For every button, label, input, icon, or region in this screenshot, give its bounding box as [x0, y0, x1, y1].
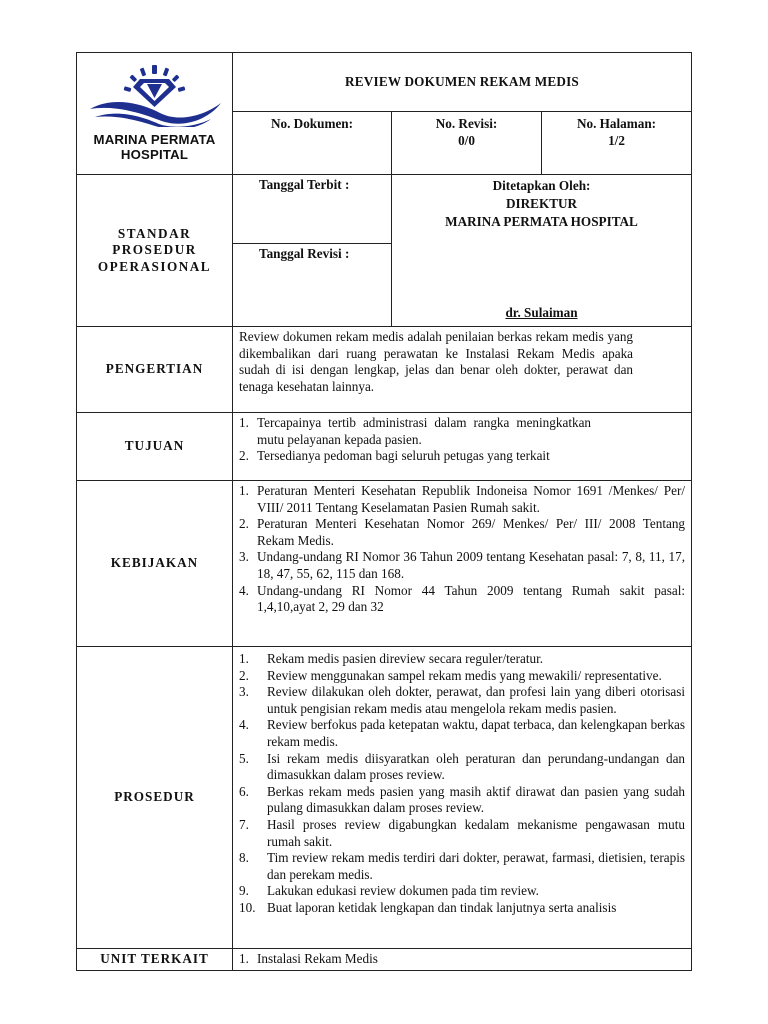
- list-item-number: 3.: [239, 684, 249, 700]
- list-item-number: 10.: [239, 899, 256, 915]
- list-item: [239, 951, 685, 968]
- list-item-number: 4.: [239, 582, 249, 598]
- list-item: [239, 651, 685, 668]
- list-item: [239, 583, 685, 616]
- list-item-text: Review menggunakan sampel rekam medis yang mewakili/ representative.: [267, 667, 662, 683]
- list-item-number: 1.: [239, 415, 249, 430]
- list-item-number: 8.: [239, 850, 249, 866]
- no-revisi-cell: [392, 112, 542, 175]
- list-item-text: Peraturan Menteri Kesehatan Republik Indoneisa Nomor 1691 /Menkes/ Per/ VIII/ 2011 Tentang Keselamatan Pasien Rumah sakit.: [257, 483, 686, 515]
- list-item-number: 2.: [239, 667, 249, 683]
- kebijakan-content: [233, 481, 692, 647]
- doctor-signature-name: dr. Sulaiman: [505, 305, 578, 321]
- list-item-text: Instalasi Rekam Medis: [257, 951, 378, 966]
- hospital-logo-cell: [77, 53, 233, 175]
- list-item-number: 2.: [239, 516, 249, 532]
- sop-label-line3: OPERASIONAL: [97, 258, 212, 274]
- direktur-label: DIREKTUR: [505, 196, 578, 211]
- prosedur-label: PROSEDUR: [77, 647, 233, 949]
- ditetapkan-label: Ditetapkan Oleh:: [492, 178, 591, 193]
- list-item-number: 4.: [239, 717, 249, 733]
- list-item-text: Review berfokus pada ketepatan waktu, dapat terbaca, dan kelengkapan berkas rekam medis.: [267, 717, 686, 749]
- list-item-text: Tercapainya tertib administrasi dalam rangka meningkatkan mutu pelayanan kepada pasien.: [257, 415, 592, 447]
- list-item-text: Hasil proses review digabungkan kedalam mekanisme pengawasan mutu rumah sakit.: [267, 816, 686, 849]
- pengertian-text: Review dokumen rekam medis adalah penilaian berkas rekam medis yang dikembalikan dari ruang perawatan ke Instalasi Rekam Medis apaka sudah di isi dengan lengkap, jelas dan benar oleh dokter, perawat dan tenaga kesehatan lainnya.: [233, 327, 692, 413]
- tanggal-revisi-label: Tanggal Revisi :: [233, 244, 392, 327]
- no-halaman-value: 1/2: [608, 132, 625, 148]
- list-item: [239, 684, 685, 717]
- list-item-number: 7.: [239, 816, 249, 832]
- list-item: [239, 717, 685, 750]
- list-item-number: 5.: [239, 750, 249, 766]
- list-item-number: 1.: [239, 951, 249, 966]
- list-item-number: 2.: [239, 448, 249, 464]
- list-item-text: Tersedianya pedoman bagi seluruh petugas yang terkait: [257, 448, 550, 464]
- prosedur-list: [239, 651, 685, 917]
- sop-label-line1: STANDAR: [117, 225, 192, 241]
- no-revisi-value: 0/0: [458, 132, 475, 148]
- unit-terkait-label: UNIT TERKAIT: [77, 949, 233, 971]
- list-item-text: Peraturan Menteri Kesehatan Nomor 269/ Menkes/ Per/ III/ 2008 Tentang Rekam Medis.: [257, 516, 686, 548]
- list-item-text: Isi rekam medis diisyaratkan oleh peraturan dan perundang-undangan dan dimasukkan dalam proses review.: [267, 750, 686, 783]
- list-item-text: Tim review rekam medis terdiri dari dokter, perawat, farmasi, dietisien, terapis dan perekam medis.: [267, 850, 686, 882]
- list-item-text: Undang-undang RI Nomor 44 Tahun 2009 tentang Rumah sakit pasal: 1,4,10,ayat 2, 29 dan 32: [257, 582, 686, 615]
- list-item: [239, 549, 685, 582]
- kebijakan-list: [239, 483, 685, 616]
- tujuan-content: [233, 413, 692, 481]
- no-dokumen-label: No. Dokumen:: [270, 116, 354, 131]
- tujuan-list: [239, 415, 591, 465]
- list-item: [239, 900, 685, 917]
- logo-line1: MARINA PERMATA: [93, 131, 216, 147]
- approval-cell: [392, 175, 692, 327]
- sop-label-cell: [77, 175, 233, 327]
- list-item-text: Review dilakukan oleh dokter, perawat, dan profesi lain yang diberi otorisasi untuk pengisian rekam medis atau mengelola rekam medis pasien.: [267, 684, 686, 716]
- no-revisi-label: No. Revisi:: [435, 116, 498, 131]
- list-item: [239, 415, 591, 448]
- hospital-logo-text: [77, 132, 232, 162]
- list-item-text: Rekam medis pasien direview secara reguler/teratur.: [267, 651, 544, 666]
- sop-document: [76, 52, 691, 967]
- no-dokumen-cell: [233, 112, 392, 175]
- list-item: [239, 483, 685, 516]
- list-item: [239, 751, 685, 784]
- hospital-name: MARINA PERMATA HOSPITAL: [445, 214, 638, 229]
- hospital-logo-icon: [85, 65, 225, 127]
- unit-terkait-content: [233, 949, 692, 971]
- list-item: [239, 784, 685, 817]
- pengertian-label: PENGERTIAN: [77, 327, 233, 413]
- kebijakan-label: KEBIJAKAN: [77, 481, 233, 647]
- sop-table: [76, 52, 692, 971]
- sop-label-line2: PROSEDUR: [112, 242, 197, 258]
- logo-line2: HOSPITAL: [120, 146, 189, 162]
- list-item: [239, 883, 685, 900]
- list-item-number: 1.: [239, 483, 249, 498]
- list-item-text: Lakukan edukasi review dokumen pada tim review.: [267, 883, 539, 899]
- list-item: [239, 448, 591, 465]
- list-item-text: Undang-undang RI Nomor 36 Tahun 2009 tentang Kesehatan pasal: 7, 8, 11, 17, 18, 47, 55, 62, 115 dan 168.: [257, 549, 686, 581]
- list-item-number: 6.: [239, 783, 249, 799]
- prosedur-content: [233, 647, 692, 949]
- tanggal-terbit-label: Tanggal Terbit :: [233, 175, 392, 244]
- list-item: [239, 516, 685, 549]
- list-item: [239, 850, 685, 883]
- document-title: REVIEW DOKUMEN REKAM MEDIS: [233, 53, 692, 112]
- list-item-number: 3.: [239, 549, 249, 565]
- list-item: [239, 668, 685, 685]
- no-halaman-label: No. Halaman:: [576, 116, 657, 131]
- list-item: [239, 817, 685, 850]
- unit-terkait-list: [239, 951, 685, 968]
- list-item-text: Berkas rekam meds pasien yang masih aktif dirawat dan pasien yang sudah pulang dimasukkan dalam proses review.: [267, 783, 686, 816]
- list-item-text: Buat laporan ketidak lengkapan dan tindak lanjutnya serta analisis: [267, 899, 617, 915]
- list-item-number: 9.: [239, 883, 249, 899]
- list-item-number: 1.: [239, 651, 249, 666]
- tujuan-label: TUJUAN: [77, 413, 233, 481]
- no-halaman-cell: [542, 112, 692, 175]
